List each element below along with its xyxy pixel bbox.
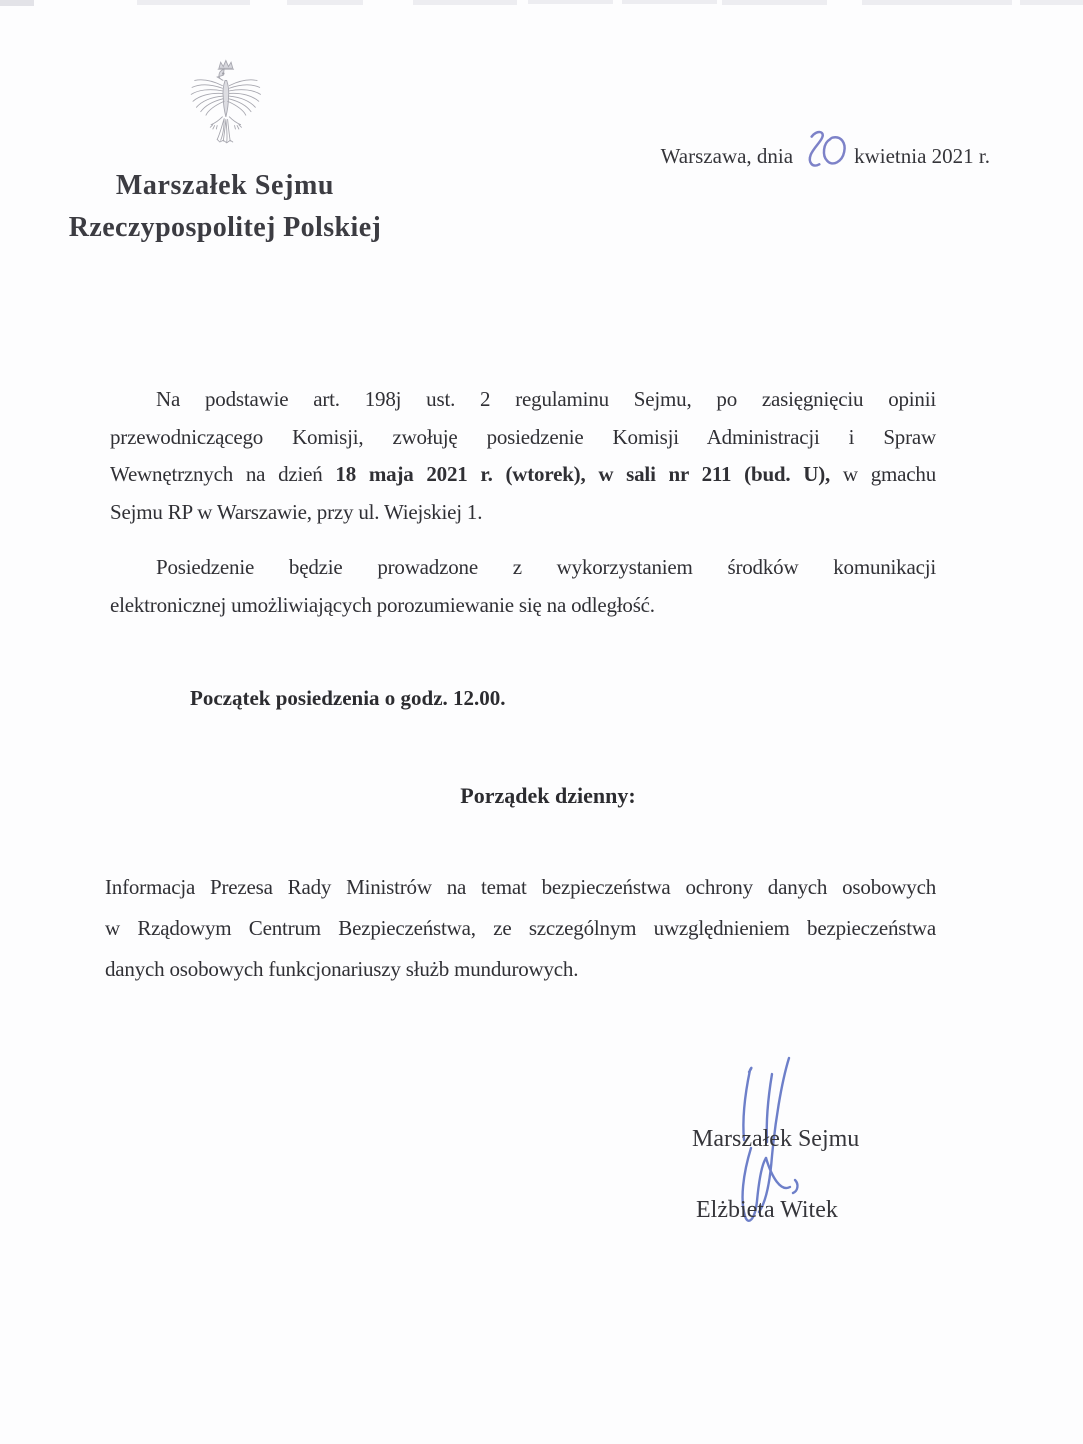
paragraph-remote-participation (110, 549, 936, 624)
scan-artifact (862, 0, 1012, 5)
text-line: danych osobowych funkcjonariuszy służb mundurowych. (105, 957, 579, 981)
handwritten-day (798, 128, 854, 178)
scan-artifact (137, 0, 250, 5)
meeting-time-line: Początek posiedzenia o godz. 12.00. (190, 686, 506, 710)
dateline-prefix: Warszawa, dnia (660, 144, 794, 168)
text-line: Posiedzenie będzie prowadzone z wykorzystaniem środków komunikacji (156, 555, 936, 579)
scan-artifact (722, 0, 827, 5)
signature-name: Elżbieta Witek (696, 1197, 838, 1223)
agenda-item (105, 867, 936, 990)
scan-artifact (528, 0, 613, 4)
text-line: Informacja Prezesa Rady Ministrów na temat bezpieczeństwa ochrony danych osobowych (105, 875, 936, 899)
agenda-heading: Porządek dzienny: (460, 783, 636, 808)
letterhead-title: Marszałek Sejmu (115, 170, 335, 201)
text-line: elektronicznej umożliwiających porozumiewanie się na odległość. (110, 592, 655, 617)
text-line: Wewnętrznych na dzień 18 maja 2021 r. (wtorek), w sali nr 211 (bud. U), w gmachu (110, 462, 937, 486)
dateline (661, 119, 990, 169)
text-line: w Rządowym Centrum Bezpieczeństwa, ze szczególnym uwzględnieniem bezpieczeństwa (105, 916, 936, 940)
scan-artifact (287, 0, 363, 5)
text-line: przewodniczącego Komisji, zwołuję posiedzenie Komisji Administracji i Spraw (110, 424, 936, 449)
scan-artifact (0, 0, 34, 6)
text-line: Sejmu RP w Warszawie, przy ul. Wiejskiej 1. (110, 499, 483, 524)
signature-role: Marszałek Sejmu (692, 1126, 860, 1152)
paragraph-convocation (110, 381, 936, 531)
letterhead (28, 58, 422, 245)
letterhead-subtitle: Rzeczypospolitej Polskiej (68, 212, 382, 243)
text-line: Na podstawie art. 198j ust. 2 regulaminu Sejmu, po zasięgnięciu opinii (156, 387, 936, 411)
polish-eagle-emblem (186, 58, 264, 148)
scan-artifact (622, 0, 717, 4)
scan-artifact (1020, 0, 1083, 5)
dateline-suffix: kwietnia 2021 r. (854, 144, 990, 168)
scan-artifact (413, 0, 517, 5)
